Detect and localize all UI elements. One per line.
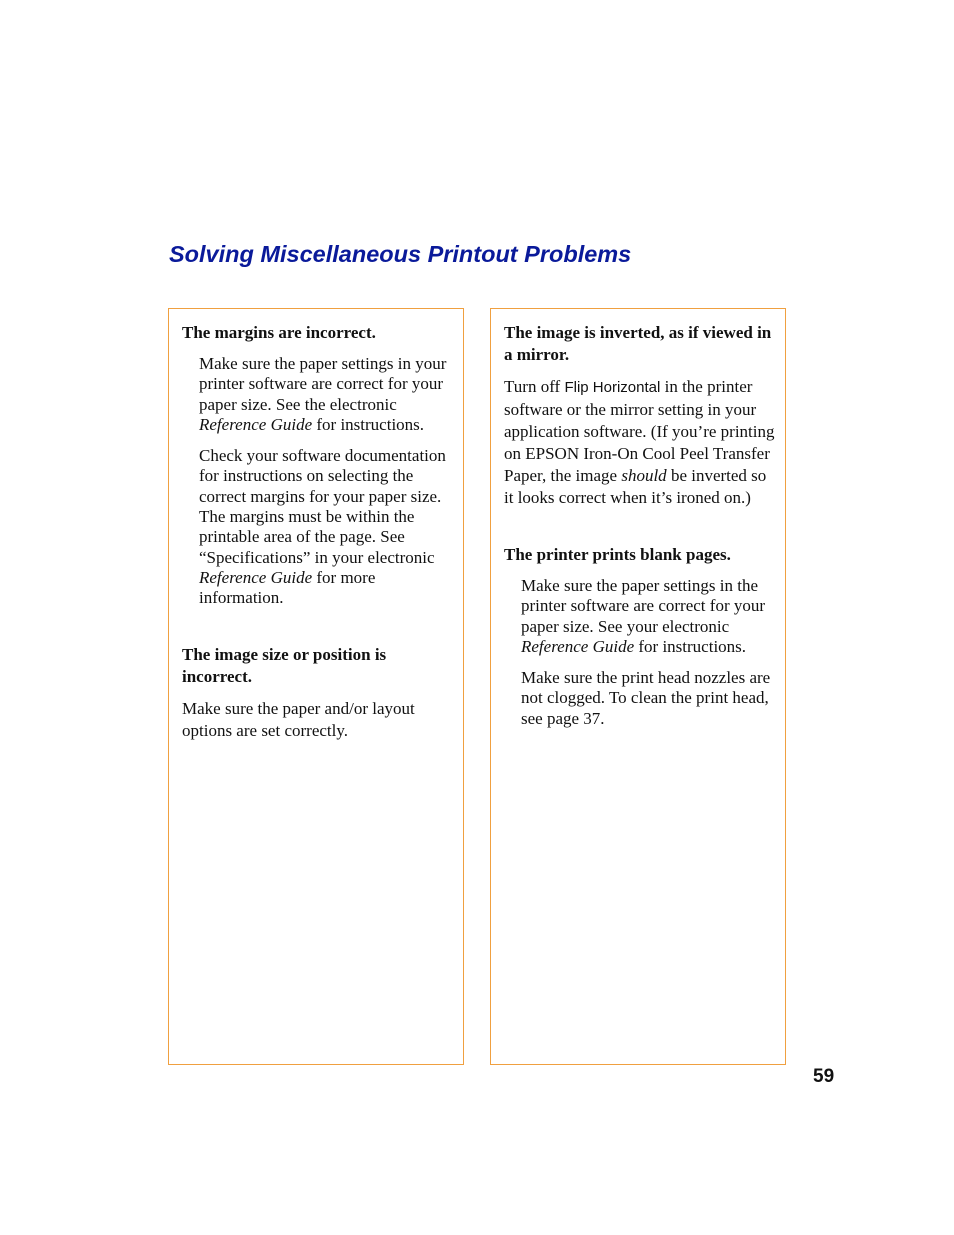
left-troubleshooting-box [168, 308, 464, 1065]
paragraph-blank-pages-1: Make sure the paper settings in the printer software are correct for your paper size. See your electronic Reference Guide for instructions. [521, 576, 766, 656]
page-title: Solving Miscellaneous Printout Problems [169, 241, 632, 267]
flip-horizontal-setting: Flip Horizontal [564, 379, 661, 396]
heading-image-size: The image size or position is incorrect. [182, 644, 387, 686]
right-troubleshooting-box [490, 308, 786, 1065]
paragraph-image-size: Make sure the paper and/or layout options are set correctly. [182, 698, 415, 740]
paragraph-margins-1: Make sure the paper settings in your printer software are correct for your paper size. See the electronic Reference Guide for instructions. [199, 354, 447, 434]
heading-margins-incorrect: The margins are incorrect. [182, 323, 376, 342]
paragraph-blank-pages-2: Make sure the print head nozzles are not clogged. To clean the print head, see page 37. [521, 668, 771, 728]
reference-guide-title: Reference Guide [199, 567, 313, 587]
heading-blank-pages: The printer prints blank pages. [504, 545, 731, 564]
page-number: 59 [813, 1066, 835, 1087]
heading-image-inverted: The image is inverted, as if viewed in a mirror. [504, 323, 772, 364]
paragraph-image-inverted: Turn off Flip Horizontal in the printer software or the mirror setting in your application software. (If you’re printing on EPSON Iron-On Cool Peel Transfer Paper, the image should be inverted so it looks correct when it’s ironed on.) [504, 377, 775, 507]
paragraph-margins-2: Check your software documentation for instructions on selecting the correct margins for your paper size. The margins must be within the printable area of the page. See “Specifications” in your electronic Reference Guide for more information. [199, 446, 446, 608]
emphasis-should: should [621, 466, 667, 485]
reference-guide-title: Reference Guide [199, 414, 313, 434]
reference-guide-title: Reference Guide [521, 636, 635, 656]
